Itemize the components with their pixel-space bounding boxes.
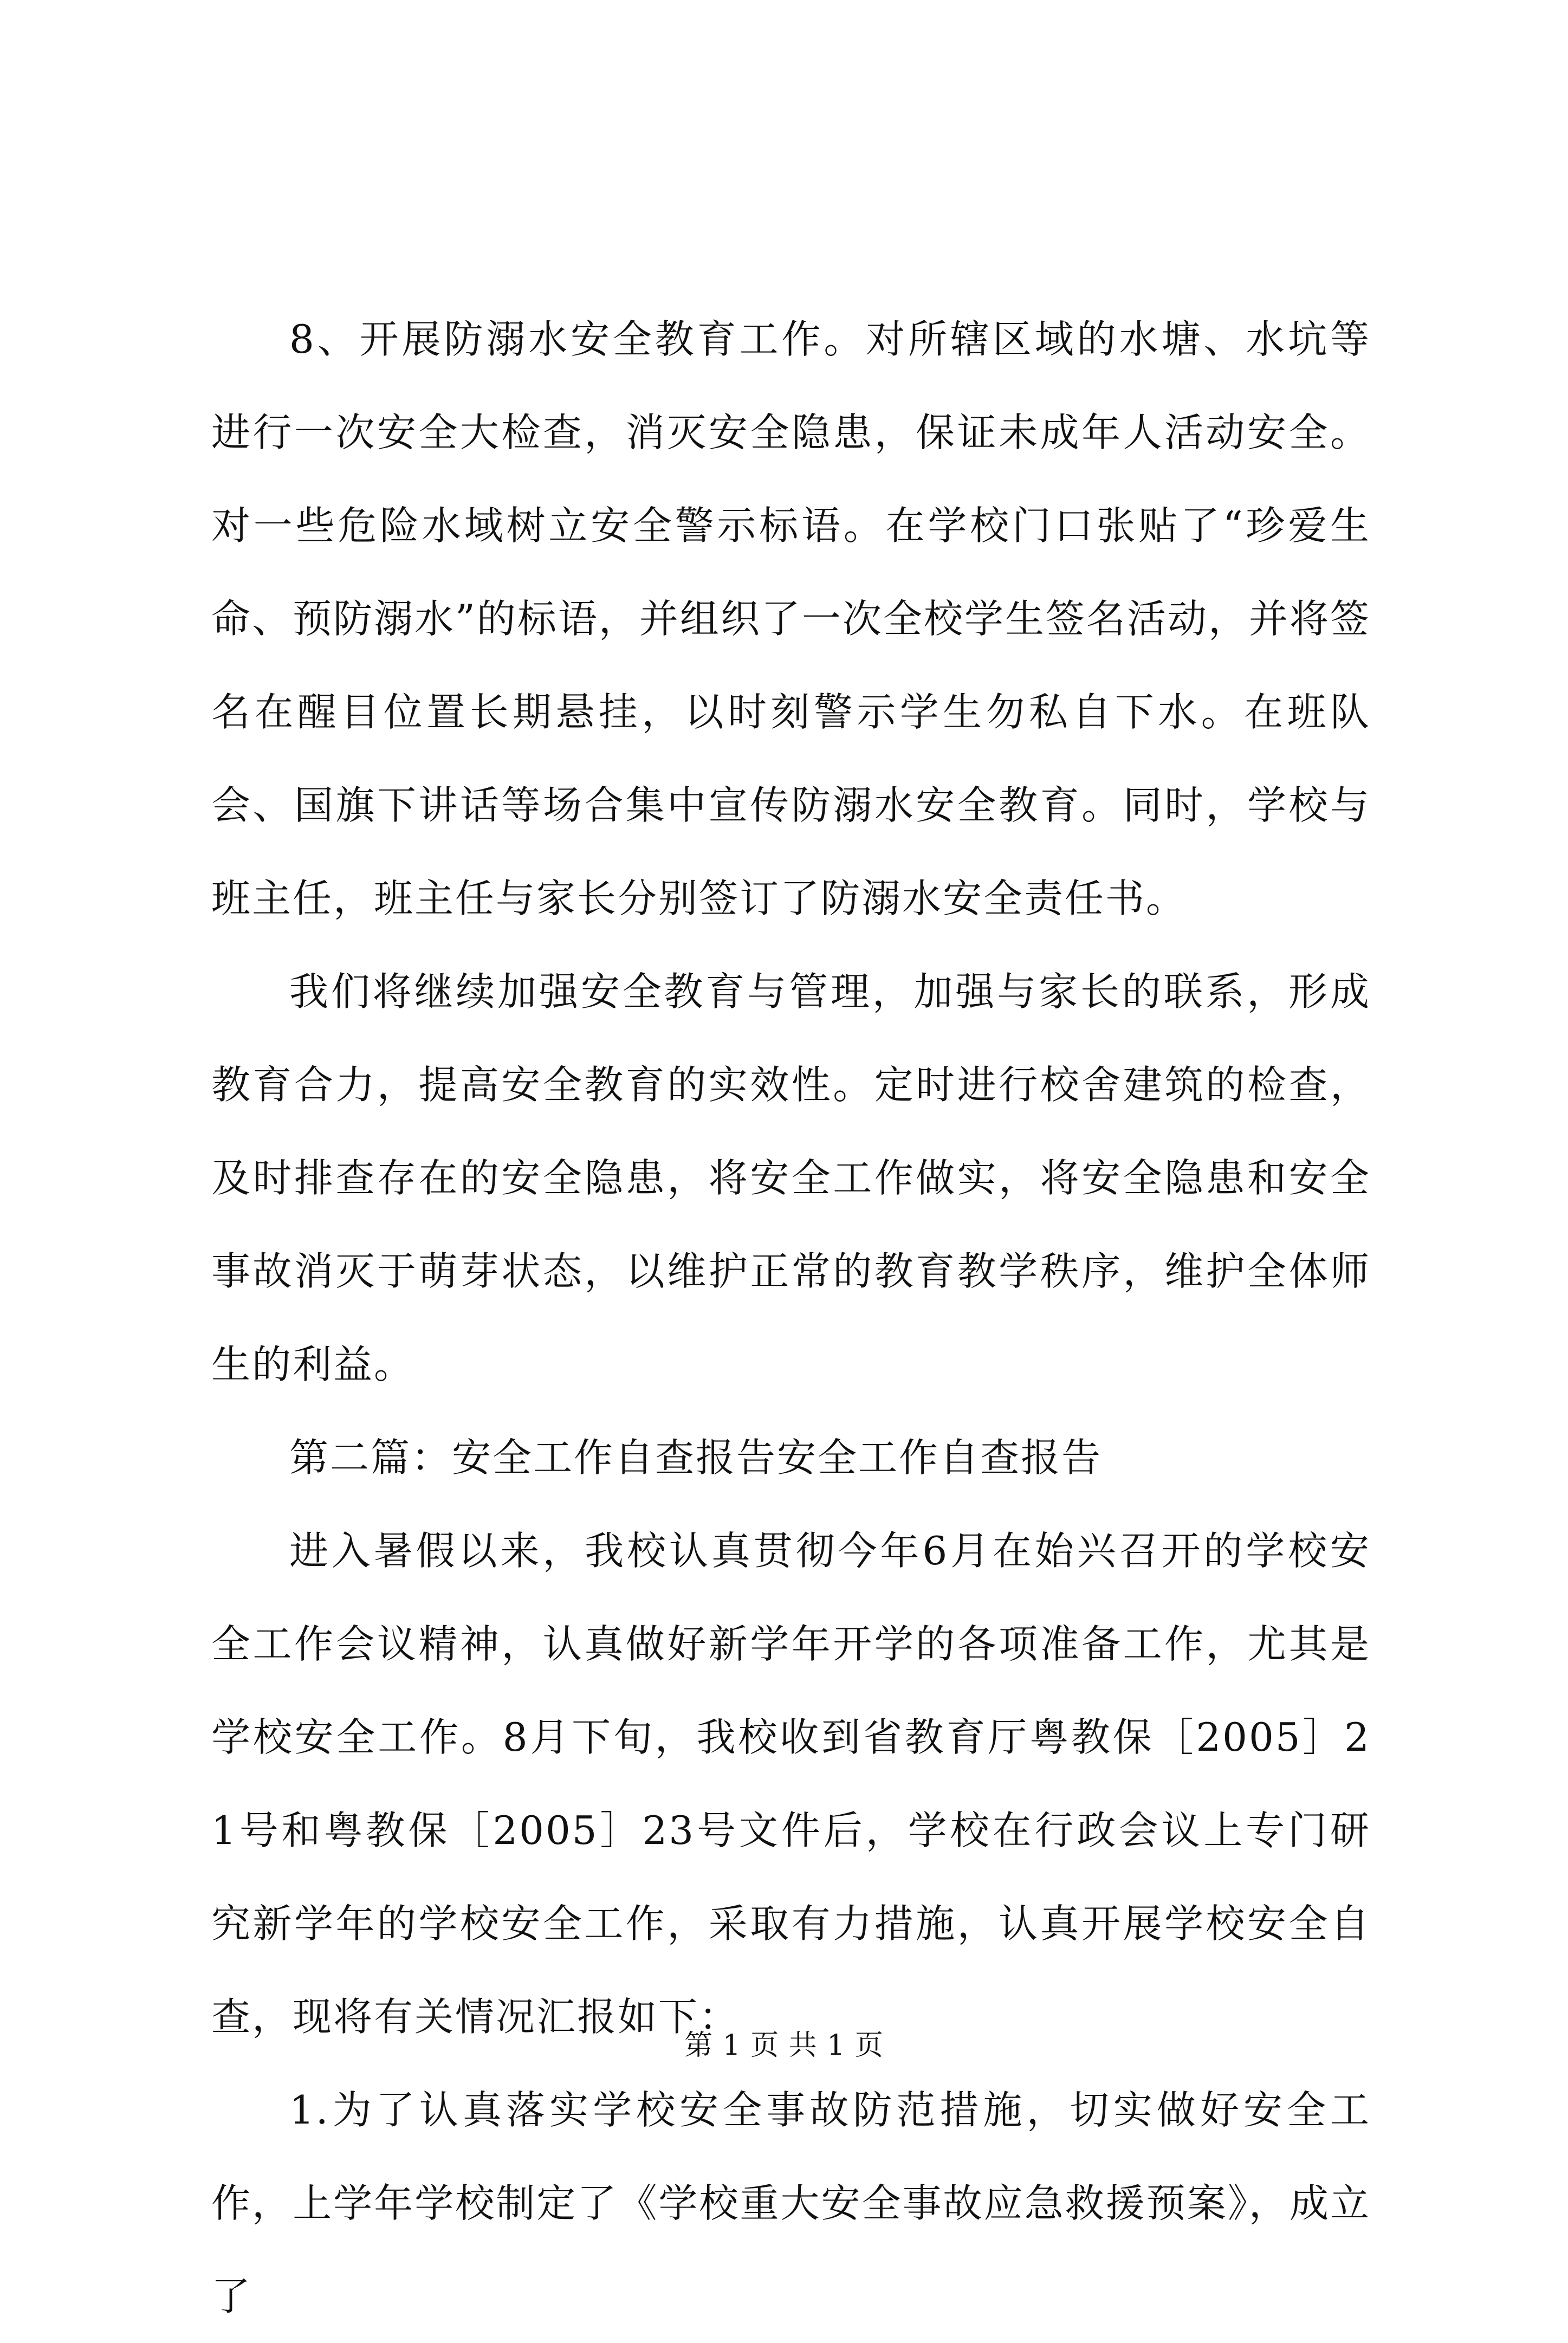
- page-footer: 第 1 页 共 1 页: [684, 2029, 884, 2062]
- paragraph-drowning-prevention: 8、开展防溺水安全教育工作。对所辖区域的水塘、水坑等进行一次安全大检查，消灭安全隐患，保证未成年人活动安全。对一些危险水域树立安全警示标语。在学校门口张贴了“珍爱生命、预防溺水”的标语，并组织了一次全校学生签名活动，并将签名在醒目位置长期悬挂，以时刻警示学生勿私自下水。在班队会、国旗下讲话等场合集中宣传防溺水安全教育。同时，学校与班主任，班主任与家长分别签订了防溺水安全责任书。: [211, 316, 1371, 921]
- paragraph-item-1: 1.为了认真落实学校安全事故防范措施，切实做好安全工作，上学年学校制定了《学校重大安全事故应急救援预案》，成立了: [211, 2087, 1371, 2319]
- paragraph-summer-intro: 进入暑假以来，我校认真贯彻今年6月在始兴召开的学校安全工作会议精神，认真做好新学年开学的各项准备工作，尤其是学校安全工作。8月下旬，我校收到省教育厅粤教保［2005］21号和粤教保［2005］23号文件后，学校在行政会议上专门研究新学年的学校安全工作，采取有力措施，认真开展学校安全自查，现将有关情况汇报如下：: [211, 1528, 1371, 2040]
- section-heading: 第二篇：安全工作自查报告安全工作自查报告: [289, 1435, 1103, 1480]
- paragraph-continue-safety: 我们将继续加强安全教育与管理，加强与家长的联系，形成教育合力，提高安全教育的实效性。定时进行校舍建筑的检查，及时排查存在的安全隐患，将安全工作做实，将安全隐患和安全事故消灭于萌芽状态，以维护正常的教育教学秩序，维护全体师生的利益。: [211, 969, 1371, 1387]
